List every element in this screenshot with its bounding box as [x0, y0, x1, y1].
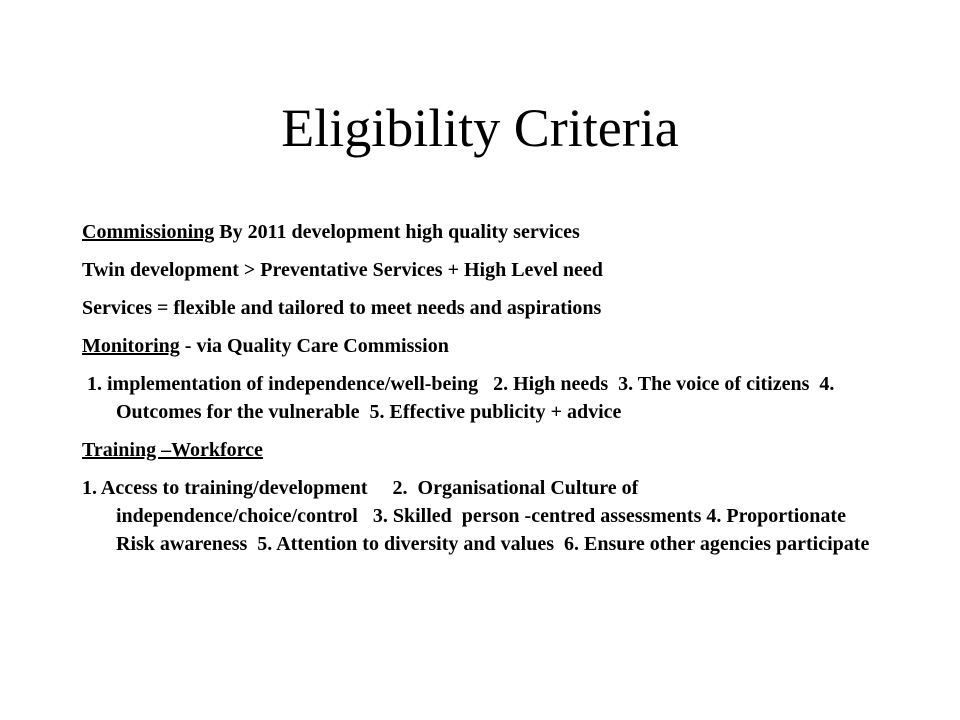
- paragraph-services: [82, 294, 882, 322]
- paragraph-commissioning: [82, 218, 882, 246]
- heading-commissioning: Commissioning: [82, 221, 215, 243]
- paragraph-text: Services = flexible and tailored to meet needs and aspirations: [82, 297, 602, 319]
- paragraph-training: [82, 436, 882, 464]
- paragraph-text: By 2011 development high quality services: [214, 221, 580, 243]
- paragraph-twin-development: [82, 256, 882, 284]
- paragraph-text: Twin development > Preventative Services + High Level need: [82, 259, 603, 281]
- slide-title: Eligibility Criteria: [281, 98, 679, 158]
- paragraph-monitoring-list: [82, 370, 882, 426]
- paragraph-text: 1. Access to training/development 2. Organisational Culture of independence/choice/control 3. Skilled person -centred assessments 4. Proportionate Risk awareness 5. Attention to diversity and values 6. Ensure other agencies participate: [82, 477, 870, 555]
- paragraph-monitoring: [82, 332, 882, 360]
- paragraph-text: - via Quality Care Commission: [179, 335, 449, 357]
- heading-training: Training –Workforce: [82, 439, 263, 461]
- paragraph-text: 1. implementation of independence/well-being 2. High needs 3. The voice of citizens 4. Outcomes for the vulnerable 5. Effective publicity + advice: [82, 373, 840, 423]
- slide-body: [82, 218, 882, 568]
- paragraph-training-list: [82, 474, 882, 558]
- heading-monitoring: Monitoring: [82, 335, 180, 357]
